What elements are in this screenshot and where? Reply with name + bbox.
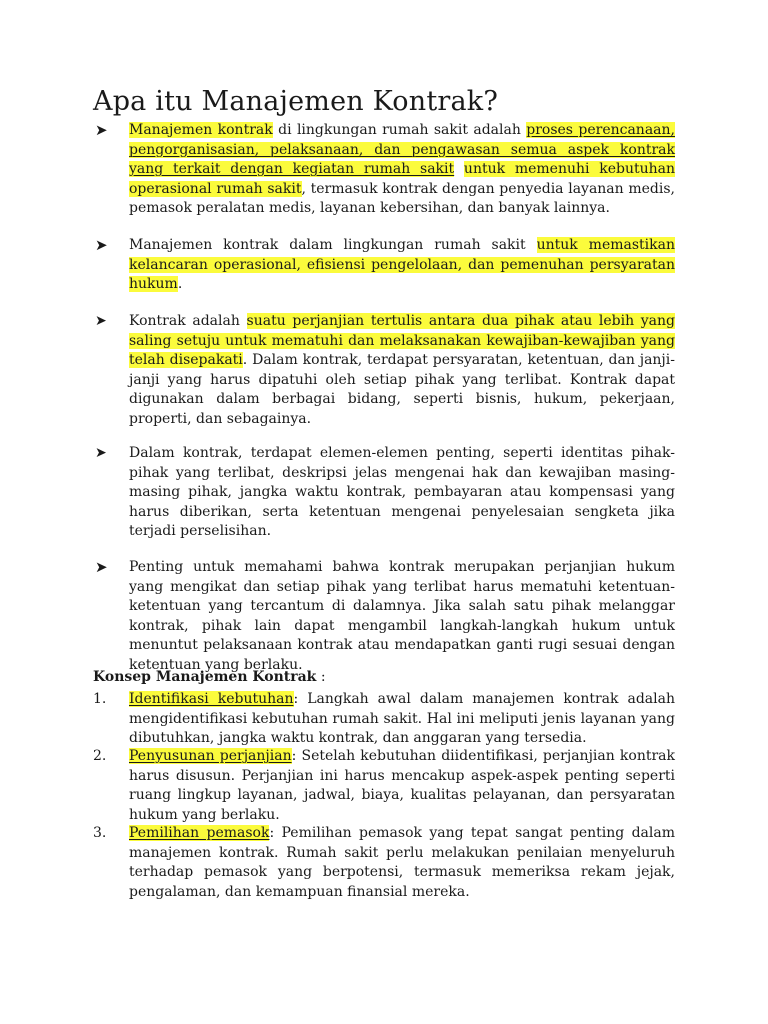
highlighted-text: proses perencanaan, pengorganisasian, <box>129 122 675 158</box>
item-term: Identifikasi kebutuhan <box>129 691 294 707</box>
numbered-item-1 <box>93 690 675 749</box>
highlighted-text: untuk memastikan kelancaran operasional, efisiensi pengelolaan, dan pemenuhan persyaratan hukum <box>129 237 675 292</box>
arrow-bullet-icon: ➤ <box>95 558 108 576</box>
item-term: Pemilihan pemasok <box>129 825 270 841</box>
bullet-text-5 <box>129 558 675 675</box>
arrow-bullet-icon: ➤ <box>95 121 108 139</box>
section-heading <box>93 668 326 688</box>
page-title: Apa itu Manajemen Kontrak? <box>93 86 499 117</box>
paragraph-text: Manajemen kontrak dalam lingkungan rumah sakit <box>129 237 537 253</box>
bullet-text-2 <box>129 236 675 295</box>
paragraph-text: . <box>177 276 183 292</box>
arrowhead-bullet-icon: ➤ <box>95 445 107 461</box>
bullet-text-4 <box>129 444 675 542</box>
numbered-item-3 <box>93 824 675 902</box>
item-body: : Pemilihan pemasok yang tepat sangat penting dalam manajemen kontrak. Rumah sakit perlu melakukan penilaian menyeluruh terhadap pemasok yang berpotensi, termasuk memeriksa rekam jejak, pengalaman, dan kemampuan finansial mereka. <box>129 825 675 900</box>
bullet-text-3 <box>129 312 675 429</box>
bullet-item-5 <box>93 558 675 675</box>
highlighted-text: pelaksanaan, dan pengawasan semua aspek kontrak yang terkait dengan kegiatan rumah sakit <box>129 141 675 177</box>
bullet-item-1 <box>93 121 675 219</box>
item-body: : Setelah kebutuhan diidentifikasi, perjanjian kontrak harus disusun. Perjanjian ini harus mencakup aspek-aspek penting seperti ruang lingkup layanan, jadwal, biaya, kualitas pelayanan, dan persyaratan hukum yang berlaku. <box>129 748 675 823</box>
section-heading-suffix: : <box>316 669 326 685</box>
paragraph-text <box>454 161 464 177</box>
highlighted-text: Manajemen kontrak <box>129 122 273 138</box>
item-number: 2. <box>93 748 107 764</box>
bullet-item-4 <box>93 444 675 542</box>
paragraph-text: Penting untuk memahami bahwa kontrak merupakan perjanjian hukum yang mengikat dan setiap pihak yang terlibat harus mematuhi ketentuan-ketentuan yang tercantum di dalamnya. Jika salah satu pihak melanggar kontrak, pihak lain dapat mengambil langkah-langkah hukum untuk menuntut pelaksanaan kontrak atau mendapatkan ganti rugi sesuai dengan ketentuan yang berlaku. <box>129 559 675 673</box>
arrowhead-bullet-icon: ➤ <box>95 313 107 329</box>
item-number: 1. <box>93 691 107 707</box>
item-body: : Langkah awal dalam manajemen kontrak adalah mengidentifikasi kebutuhan rumah sakit. Hal ini meliputi jenis layanan yang dibutuhkan, jangka waktu kontrak, dan anggaran yang tersedia. <box>129 691 675 746</box>
bullet-item-2 <box>93 236 675 295</box>
bullet-text-1 <box>129 121 675 219</box>
highlighted-text: untuk memenuhi kebutuhan operasional rumah sakit <box>129 161 676 197</box>
section-heading-text: Konsep Manajemen Kontrak <box>93 669 317 685</box>
paragraph-text: Kontrak adalah <box>129 313 247 329</box>
paragraph-text: Dalam kontrak, terdapat elemen-elemen penting, seperti identitas pihak-pihak yang terlibat, deskripsi jelas mengenai hak dan kewajiban masing-masing pihak, jangka waktu kontrak, pembayaran atau kompensasi yang harus diberikan, serta ketentuan mengenai penyelesaian sengketa jika terjadi perselisihan. <box>129 445 675 539</box>
arrow-bullet-icon: ➤ <box>95 236 108 254</box>
bullet-item-3 <box>93 312 675 429</box>
paragraph-text: , termasuk kontrak dengan penyedia layanan medis, pemasok peralatan medis, layanan kebersihan, dan banyak lainnya. <box>129 180 675 216</box>
paragraph-text: di lingkungan rumah sakit adalah <box>272 122 527 138</box>
item-term: Penyusunan perjanjian <box>129 748 292 764</box>
highlighted-text: suatu perjanjian tertulis antara dua pihak atau lebih yang saling setuju untuk mematuhi dan melaksanakan kewajiban-kewajiban yang telah disepakati <box>129 313 676 368</box>
item-number: 3. <box>93 825 107 841</box>
paragraph-text: . Dalam kontrak, terdapat persyaratan, ketentuan, dan janji-janji yang harus dipatuhi oleh setiap pihak yang terlibat. Kontrak dapat digunakan dalam berbagai bidang, seperti bisnis, hukum, pekerjaan, properti, dan sebagainya. <box>129 352 675 427</box>
numbered-item-2 <box>93 747 675 825</box>
